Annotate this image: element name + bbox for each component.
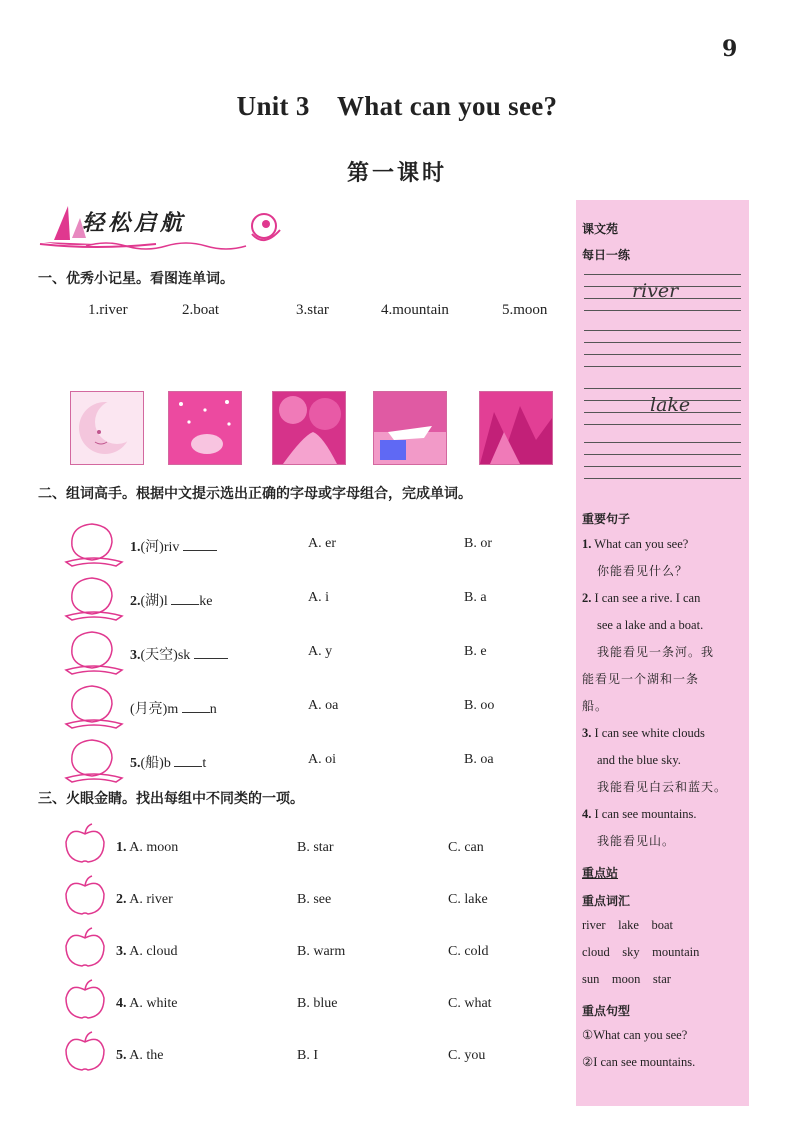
option-a: A. oa — [308, 698, 339, 713]
section2-heading: 二、组词高手。根据中文提示选出正确的字母或字母组合，完成单词。 — [38, 486, 472, 502]
peach-icon — [64, 572, 126, 622]
peach-icon — [64, 626, 126, 676]
pattern-item: ①What can you see? — [582, 1028, 688, 1042]
section2-item-2: 2.(湖)l ke — [130, 594, 213, 609]
option-a: A. er — [308, 536, 336, 551]
option-b: B. see — [297, 892, 332, 907]
section3-item-2: 2. A. river — [116, 892, 173, 907]
option-b: B. blue — [297, 996, 338, 1011]
river-picture — [272, 391, 346, 465]
daily-practice-label: 每日一练 — [582, 248, 631, 262]
peach-icon — [64, 734, 126, 784]
moon-picture — [70, 391, 144, 465]
handwritten-word: lake — [650, 394, 691, 416]
section3-item-3: 3. A. cloud — [116, 944, 178, 959]
banner-label: 轻松启航 — [82, 211, 187, 236]
peach-icon — [64, 680, 126, 730]
stars-picture — [168, 391, 242, 465]
key-vocab-heading: 重点词汇 — [582, 894, 631, 908]
match-word: 3.star — [296, 302, 329, 318]
key-station-label: 重点站 — [582, 866, 619, 880]
option-b: B. warm — [297, 944, 346, 959]
apple-icon — [62, 978, 108, 1022]
option-b: B. a — [464, 590, 487, 605]
handwritten-word: river — [632, 280, 679, 302]
apple-icon — [62, 822, 108, 866]
apple-icon — [62, 874, 108, 918]
option-c: C. can — [448, 840, 484, 855]
option-b: B. oa — [464, 752, 494, 767]
section2-item-5: 5.(船)b t — [130, 756, 207, 771]
apple-icon — [62, 926, 108, 970]
boat-picture — [373, 391, 447, 465]
section3-heading: 三、火眼金睛。找出每组中不同类的一项。 — [38, 791, 304, 807]
option-b: B. star — [297, 840, 334, 855]
sidebar-title: 课文苑 — [582, 222, 619, 236]
vocab-row: river lake boat — [582, 918, 673, 932]
page-number: 9 — [722, 36, 738, 62]
section3-item-1: 1. A. moon — [116, 840, 179, 855]
key-sentences-heading: 重要句子 — [582, 512, 631, 526]
match-word: 4.mountain — [381, 302, 449, 318]
option-b: B. or — [464, 536, 492, 551]
option-c: C. you — [448, 1048, 486, 1063]
match-word: 2.boat — [182, 302, 220, 318]
apple-icon — [62, 1030, 108, 1074]
option-c: C. what — [448, 996, 492, 1011]
section2-item-3: 3.(天空)sk — [130, 644, 228, 664]
option-b: B. I — [297, 1048, 318, 1063]
vocab-row: cloud sky mountain — [582, 945, 700, 959]
section1-heading: 一、优秀小记星。看图连单词。 — [38, 271, 234, 287]
match-word: 1.river — [88, 302, 128, 318]
option-c: C. cold — [448, 944, 489, 959]
option-b: B. oo — [464, 698, 495, 713]
section3-item-4: 4. A. white — [116, 996, 178, 1011]
vocab-row: sun moon star — [582, 972, 671, 986]
option-a: A. i — [308, 590, 329, 605]
sentence-list: 1. What can you see? 你能看见什么？ 2. I can see a rive. I can see a lake and a boat. 我能看见一条河。我 能看见一个湖和一条 船。 3. I can see white clouds and the blue sky. 我能看见白云和蓝天。 4. I can see mountains. 我能看见山。 — [582, 537, 728, 848]
pattern-item: ②I can see mountains. — [582, 1055, 696, 1069]
option-b: B. e — [464, 644, 487, 659]
section2-item-4: (月亮)m n — [130, 702, 217, 717]
mountain-picture — [479, 391, 553, 465]
section2-item-1: 1.(河)riv — [130, 536, 217, 556]
key-patterns-heading: 重点句型 — [582, 1004, 631, 1018]
option-c: C. lake — [448, 892, 488, 907]
option-a: A. oi — [308, 752, 336, 767]
option-a: A. y — [308, 644, 333, 659]
lesson-title: 第一课时 — [346, 161, 447, 186]
match-word: 5.moon — [502, 302, 548, 318]
unit-title: Unit 3 What can you see? — [236, 91, 558, 121]
section3-item-5: 5. A. the — [116, 1048, 164, 1063]
peach-icon — [64, 518, 126, 568]
